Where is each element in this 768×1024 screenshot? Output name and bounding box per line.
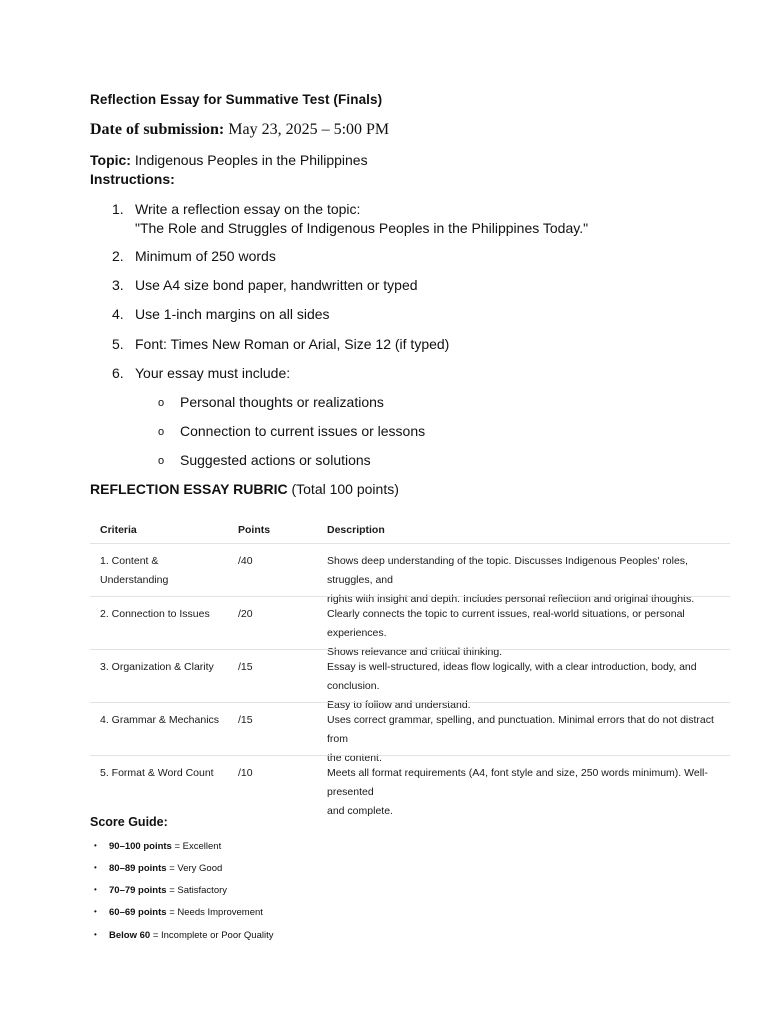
score-guide-text [109,885,227,896]
instructions-heading: Instructions: [90,171,175,187]
topic-line [90,152,368,168]
instruction-number: 2. [112,248,124,264]
header-points: Points [238,524,271,536]
description-line: Shows deep understanding of the topic. Discusses Indigenous Peoples' roles, struggles, and [327,555,688,586]
table-row [90,649,730,711]
sub-list-text: Connection to current issues or lessons [180,423,426,439]
bullet-icon: • [94,863,97,872]
topic-label: Topic: [90,152,131,168]
rubric-heading-total: (Total 100 points) [287,481,399,497]
hollow-bullet-icon: o [158,455,165,467]
table-row [90,755,730,817]
table-row [90,702,730,764]
row-criteria [100,552,230,590]
topic-value: Indigenous Peoples in the Philippines [130,152,368,168]
table-row [90,596,730,658]
description-line: Meets all format requirements (A4, font style and size, 250 words minimum). Well-presented [327,767,708,798]
description-line: Shows relevance and critical thinking. [327,646,503,658]
row-points: /20 [238,608,253,620]
row-description [327,764,727,821]
instruction-text: Minimum of 250 words [135,248,276,264]
row-points: /15 [238,714,253,726]
submission-date-line [90,121,389,139]
score-range: Below 60 [109,930,151,941]
score-rating: = Incomplete or Poor Quality [150,930,274,941]
instruction-text: Your essay must include: [135,365,291,381]
description-line: and complete. [327,805,393,817]
description-line: Essay is well-structured, ideas flow logically, with a clear introduction, body, and conclusion. [327,661,697,692]
bullet-icon: • [94,930,97,939]
row-criteria: 4. Grammar & Mechanics [100,714,220,726]
hollow-bullet-icon: o [158,426,165,438]
hollow-bullet-icon: o [158,397,165,409]
score-range: 60–69 points [109,907,167,918]
instruction-text: Write a reflection essay on the topic: [135,201,361,217]
score-rating: = Excellent [171,841,222,852]
score-guide-text [109,841,221,852]
bullet-icon: • [94,841,97,850]
document-title: Reflection Essay for Summative Test (Finals) [90,92,383,107]
score-rating: = Satisfactory [166,885,228,896]
row-points: /15 [238,661,253,673]
submission-date-value: May 23, 2025 – 5:00 PM [224,121,390,138]
score-guide-text [109,907,263,918]
score-rating: = Needs Improvement [166,907,263,918]
row-criteria: 3. Organization & Clarity [100,661,214,673]
score-range: 90–100 points [109,841,172,852]
instruction-number: 5. [112,336,124,352]
header-criteria: Criteria [100,524,137,536]
rubric-table-header [90,524,730,544]
instruction-text: Font: Times New Roman or Arial, Size 12 (if typed) [135,336,450,352]
table-row [90,543,730,605]
row-points: /10 [238,767,253,779]
rubric-heading-label: REFLECTION ESSAY RUBRIC [90,481,288,497]
row-points: /40 [238,555,253,567]
instruction-text: Use A4 size bond paper, handwritten or typed [135,277,418,293]
instruction-essay-topic: "The Role and Struggles of Indigenous Peoples in the Philippines Today." [135,220,589,236]
description-line: Clearly connects the topic to current issues, real-world situations, or personal experiences. [327,608,685,639]
instruction-text: Use 1-inch margins on all sides [135,306,330,322]
description-line: Easy to follow and understand. [327,699,471,711]
score-guide-text [109,863,222,874]
instruction-number: 4. [112,306,124,322]
score-range: 70–79 points [109,885,167,896]
score-range: 80–89 points [109,863,167,874]
instruction-number: 6. [112,365,124,381]
instruction-number: 3. [112,277,124,293]
description-line: rights with insight and depth. Includes personal reflection and original thoughts. [327,593,695,605]
criteria-line: 1. Content & [100,555,159,567]
header-description: Description [327,524,385,536]
instruction-number: 1. [112,201,124,217]
description-line: the content. [327,752,382,764]
score-guide-text [109,930,273,941]
bullet-icon: • [94,885,97,894]
score-rating: = Very Good [166,863,223,874]
row-criteria: 5. Format & Word Count [100,767,214,779]
rubric-heading [90,481,399,497]
sub-list-text: Suggested actions or solutions [180,452,371,468]
sub-list-text: Personal thoughts or realizations [180,394,384,410]
score-guide-heading: Score Guide: [90,815,168,829]
submission-date-label: Date of submission: [90,121,225,138]
description-line: Uses correct grammar, spelling, and punctuation. Minimal errors that do not distract from [327,714,714,745]
bullet-icon: • [94,907,97,916]
row-criteria: 2. Connection to Issues [100,608,210,620]
criteria-line: Understanding [100,574,169,586]
